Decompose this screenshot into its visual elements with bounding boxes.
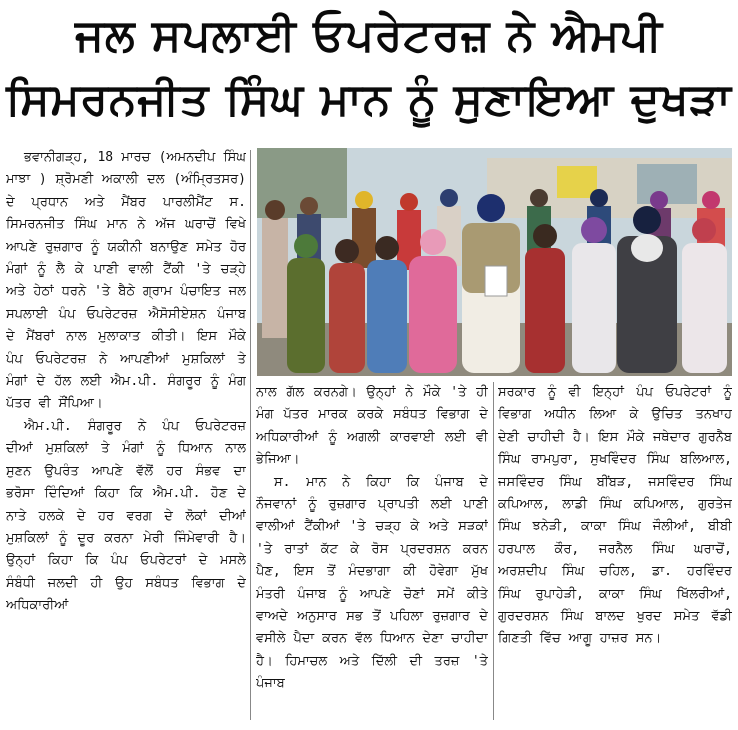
column-divider: [493, 382, 494, 720]
article-paragraph: ਸਰਕਾਰ ਨੂੰ ਵੀ ਇਨ੍ਹਾਂ ਪੰਪ ਓਪਰੇਟਰਾਂ ਨੂੰ ਵਿਭਾਗ ਅਧੀਨ ਲਿਆ ਕੇ ਉਚਿਤ ਤਨਖਾਹ ਦੇਣੀ ਚਾਹੀਦੀ ਹੈ। ਇਸ ਮੌਕੇ ਜਥੇਦਾਰ ਗੁਰਨੈਬ ਸਿੰਘ ਰਾਮਪੁਰਾ, ਸੁਖਵਿੰਦਰ ਸਿੰਘ ਬਲਿਆਲ, ਜਸਵਿੰਦਰ ਸਿੰਘ ਬੀਂਬੜ, ਜਸਵਿੰਦਰ ਸਿੰਘ ਕਪਿਆਲ, ਲਾਡੀ ਸਿੰਘ ਕਪਿਆਲ, ਗੁਰਤੇਜ ਸਿੰਘ ਝਨੇੜੀ, ਕਾਕਾ ਸਿੰਘ ਜੌਲੀਆਂ, ਬੀਬੀ ਹਰਪਾਲ ਕੌਰ, ਜਰਨੈਲ ਸਿੰਘ ਘਰਾਚੋਂ, ਅਰਸ਼ਦੀਪ ਸਿੰਘ ਚਹਿਲ, ਡਾ. ਹਰਵਿੰਦਰ ਸਿੰਘ ਰੁਪਾਹੇੜੀ, ਕਾਕਾ ਸਿੰਘ ਖਿੱਲਰੀਆਂ, ਗੁਰਦਰਸ਼ਨ ਸਿੰਘ ਬਾਲਦ ਖੁਰਦ ਸਮੇਤ ਵੱਡੀ ਗਿਣਤੀ ਵਿੱਚ ਆਗੂ ਹਾਜ਼ਰ ਸਨ।: [498, 385, 732, 647]
photo-banner: [557, 166, 597, 198]
article-paragraph: ਨਾਲ ਗੱਲ ਕਰਨਗੇ। ਉਨ੍ਹਾਂ ਨੇ ਮੌਕੇ 'ਤੇ ਹੀ ਮੰਗ ਪੱਤਰ ਮਾਰਕ ਕਰਕੇ ਸਬੰਧਤ ਵਿਭਾਗ ਦੇ ਅਧਿਕਾਰੀਆਂ ਨੂੰ ਅਗਲੀ ਕਾਰਵਾਈ ਲਈ ਵੀ ਭੇਜਿਆ।: [256, 385, 488, 468]
article-paragraph: ਸ. ਮਾਨ ਨੇ ਕਿਹਾ ਕਿ ਪੰਜਾਬ ਦੇ ਨੌਜਵਾਨਾਂ ਨੂੰ ਰੁਜ਼ਗਾਰ ਪ੍ਰਾਪਤੀ ਲਈ ਪਾਣੀ ਵਾਲੀਆਂ ਟੈਂਕੀਆਂ 'ਤੇ ਚੜ੍ਹ ਕੇ ਅਤੇ ਸੜਕਾਂ 'ਤੇ ਰਾਤਾਂ ਕੱਟ ਕੇ ਰੋਸ ਪ੍ਰਦਰਸ਼ਨ ਕਰਨ ਪੈਣ, ਇਸ ਤੋਂ ਮੰਦਭਾਗਾ ਕੀ ਹੋਵੇਗਾ ਮੁੱਖ ਮੰਤਰੀ ਪੰਜਾਬ ਨੂੰ ਆਪਣੇ ਚੋਣਾਂ ਸਮੇਂ ਕੀਤੇ ਵਾਅਦੇ ਅਨੁਸਾਰ ਸਭ ਤੋਂ ਪਹਿਲਾ ਰੁਜ਼ਗਾਰ ਦੇ ਵਸੀਲੇ ਪੈਦਾ ਕਰਨ ਵੱਲ ਧਿਆਨ ਦੇਣਾ ਚਾਹੀਦਾ ਹੈ। ਹਿਮਾਚਲ ਅਤੇ ਦਿੱਲੀ ਦੀ ਤਰਜ਼ 'ਤੇ ਪੰਜਾਬ: [256, 474, 488, 692]
article-column-2: [256, 382, 488, 723]
article-paragraph: ਐਮ.ਪੀ. ਸੰਗਰੂਰ ਨੇ ਪੰਪ ਓਪਰੇਟਰਜ਼ ਦੀਆਂ ਮੁਸ਼ਕਿਲਾਂ ਤੇ ਮੰਗਾਂ ਨੂੰ ਧਿਆਨ ਨਾਲ ਸੁਣਨ ਉਪਰੰਤ ਆਪਣੇ ਵੱਲੋਂ ਹਰ ਸੰਭਵ ਦਾ ਭਰੋਸਾ ਦਿੰਦਿਆਂ ਕਿਹਾ ਕਿ ਐਮ.ਪੀ. ਹੋਣ ਦੇ ਨਾਤੇ ਹਲਕੇ ਦੇ ਹਰ ਵਰਗ ਦੇ ਲੋਕਾਂ ਦੀਆਂ ਮੁਸ਼ਕਿਲਾਂ ਨੂੰ ਦੂਰ ਕਰਨਾ ਮੇਰੀ ਜਿੰਮੇਵਾਰੀ ਹੈ। ਉਨ੍ਹਾਂ ਕਿਹਾ ਕਿ ਪੰਪ ਓਪਰੇਟਰਾਂ ਦੇ ਮਸਲੇ ਸੰਬੰਧੀ ਜਲਦੀ ਹੀ ਉਹ ਸਬੰਧਤ ਵਿਭਾਗ ਦੇ ਅਧਿਕਾਰੀਆਂ: [6, 418, 246, 614]
column-divider: [250, 150, 251, 720]
article-column-3: [498, 382, 732, 723]
article-column-1: [6, 147, 246, 723]
article-paragraph: ਭਵਾਨੀਗੜ੍ਹ, 18 ਮਾਰਚ (ਅਮਨਦੀਪ ਸਿੰਘ ਮਾਝਾ ) ਸ਼੍ਰੋਮਣੀ ਅਕਾਲੀ ਦਲ (ਅੰਮ੍ਰਿਤਸਰ) ਦੇ ਪ੍ਰਧਾਨ ਅਤੇ ਮੈਂਬਰ ਪਾਰਲੀਮੈਂਟ ਸ. ਸਿਮਰਨਜੀਤ ਸਿੰਘ ਮਾਨ ਨੇ ਅੱਜ ਘਰਾਚੋਂ ਵਿਖੇ ਆਪਣੇ ਰੁਜ਼ਗਾਰ ਨੂੰ ਯਕੀਨੀ ਬਨਾਉਣ ਸਮੇਤ ਹੋਰ ਮੰਗਾਂ ਨੂੰ ਲੈ ਕੇ ਪਾਣੀ ਵਾਲੀ ਟੈਂਕੀ 'ਤੇ ਚੜ੍ਹੇ ਅਤੇ ਹੇਠਾਂ ਧਰਨੇ 'ਤੇ ਬੈਠੇ ਗ੍ਰਾਮ ਪੰਚਾਇਤ ਜਲ ਸਪਲਾਈ ਪੰਪ ਓਪਰੇਟਰਜ਼ ਐਸੋਸੀਏਸ਼ਨ ਪੰਜਾਬ ਦੇ ਮੈਂਬਰਾਂ ਨਾਲ ਮੁਲਾਕਾਤ ਕੀਤੀ। ਇਸ ਮੌਕੇ ਪੰਪ ਓਪਰੇਟਰਜ਼ ਨੇ ਆਪਣੀਆਂ ਮੁਸ਼ਕਿਲਾਂ ਤੇ ਮੰਗਾਂ ਦੇ ਹੱਲ ਲਈ ਐਮ.ਪੀ. ਸੰਗਰੂਰ ਨੂੰ ਮੰਗ ਪੱਤਰ ਵੀ ਸੌਂਪਿਆ।: [6, 150, 246, 412]
headline-line-2: ਸਿਮਰਨਜੀਤ ਸਿੰਘ ਮਾਨ ਨੂੰ ਸੁਣਾਇਆ ਦੁਖੜਾ: [6, 74, 732, 125]
group-photo-illustration: [257, 148, 732, 376]
news-photo: [257, 148, 732, 376]
headline-line-1: ਜਲ ਸਪਲਾਈ ਓਪਰੇਟਰਜ਼ ਨੇ ਐਮਪੀ: [75, 10, 663, 61]
